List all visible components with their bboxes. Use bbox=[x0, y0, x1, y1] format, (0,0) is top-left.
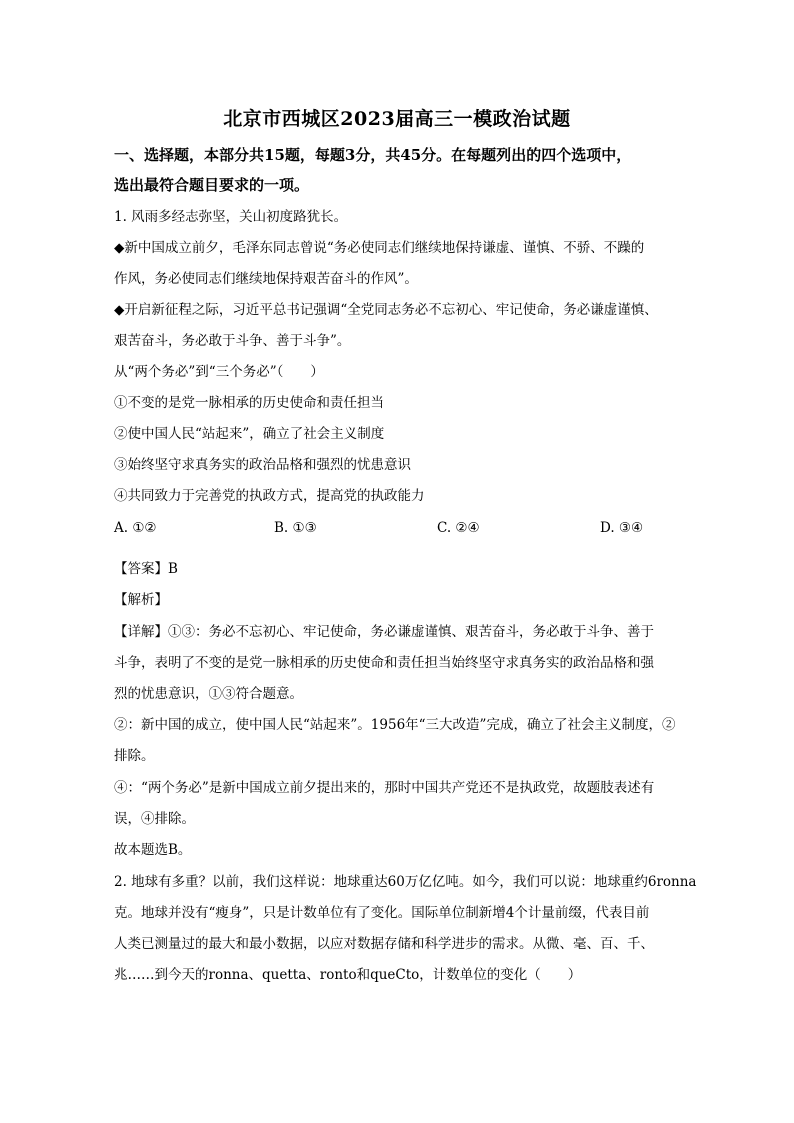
option-d: D. ③④ bbox=[600, 520, 644, 536]
detail-line: ④：“两个务必”是新中国成立前夕提出来的，那时中国共产党还不是执政党，故题肢表述有 bbox=[114, 780, 655, 796]
question1-statement-2: ②使中国人民“站起来”，确立了社会主义制度 bbox=[114, 426, 385, 442]
question1-bullet1: ◆新中国成立前夕，毛泽东同志曾说“务必使同志们继续地保持谦虚、谨慎、不骄、不躁的 bbox=[114, 240, 645, 256]
analysis-label: 【解析】 bbox=[114, 592, 168, 608]
detail-line: 排除。 bbox=[114, 748, 155, 764]
detail-line: 误，④排除。 bbox=[114, 811, 195, 827]
option-b: B. ①③ bbox=[274, 520, 317, 536]
answer-label: 【答案】B bbox=[114, 561, 178, 577]
question2-line: 人类已测量过的最大和最小数据，以应对数据存储和科学进步的需求。从微、毫、百、千、 bbox=[114, 936, 654, 952]
question1-bullet1-cont: 作风，务必使同志们继续地保持艰苦奋斗的作风”。 bbox=[114, 271, 418, 287]
section-heading bbox=[114, 140, 684, 200]
detail-line: 斗争，表明了不变的是党一脉相承的历史使命和责任担当始终坚守求真务实的政治品格和强 bbox=[114, 655, 654, 671]
question1-stem: 1. 风雨多经志弥坚，关山初度路犹长。 bbox=[114, 209, 348, 225]
question1-statement-4: ④共同致力于完善党的执政方式，提高党的执政能力 bbox=[114, 488, 425, 504]
detail-line: 烈的忧患意识，①③符合题意。 bbox=[114, 686, 303, 702]
question1-bullet2-cont: 艰苦奋斗，务必敢于斗争、善于斗争”。 bbox=[114, 333, 351, 349]
detail-line: ②：新中国的成立，使中国人民“站起来”。1956年“三大改造”完成，确立了社会主义制度，② bbox=[114, 717, 676, 733]
conclusion: 故本题选B。 bbox=[114, 842, 192, 858]
option-a: A. ①② bbox=[114, 520, 157, 536]
section-heading-line: 一、选择题，本部分共15题，每题3分，共45分。在每题列出的四个选项中， bbox=[114, 146, 632, 164]
option-c: C. ②④ bbox=[437, 520, 480, 536]
question1-statement-3: ③始终坚守求真务实的政治品格和强烈的忧患意识 bbox=[114, 457, 411, 473]
question1-prompt: 从“两个务必”到“三个务必”（ ） bbox=[114, 364, 324, 380]
question1-statement-1: ①不变的是党一脉相承的历史使命和责任担当 bbox=[114, 395, 384, 411]
document-title: 北京市西城区2023届高三一模政治试题 bbox=[223, 108, 571, 130]
question2-line: 兆……到今天的ronna、quetta、ronto和queCto，计数单位的变化（ ） bbox=[114, 967, 582, 983]
detail-line: 【详解】①③：务必不忘初心、牢记使命，务必谦虚谨慎、艰苦奋斗，务必敢于斗争、善于 bbox=[114, 624, 654, 640]
question2-line: 克。地球并没有“瘦身”，只是计数单位有了变化。国际单位制新增4个计量前缀，代表目前 bbox=[114, 905, 650, 921]
question2-line: 2. 地球有多重？以前，我们这样说：地球重达60万亿亿吨。如今，我们可以说：地球重约6ronna bbox=[114, 874, 697, 890]
question1-bullet2: ◆开启新征程之际，习近平总书记强调“全党同志务必不忘初心、牢记使命，务必谦虚谨慎、 bbox=[114, 302, 658, 318]
section-heading-line: 选出最符合题目要求的一项。 bbox=[114, 176, 310, 194]
